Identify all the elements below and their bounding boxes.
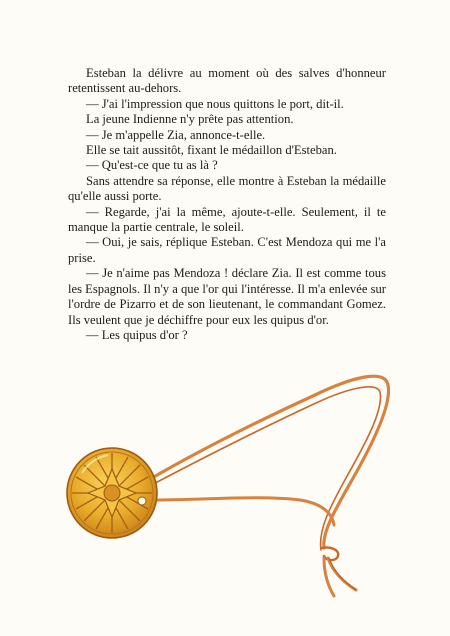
story-text [68,66,386,343]
paragraph-3: La jeune Indienne n'y prête pas attention. [86,112,294,127]
cord [142,376,389,596]
paragraph-11: — Les quipus d'or ? [86,327,188,342]
medallion [67,448,157,538]
paragraph-9: — Oui, je sais, réplique Esteban. C'est Mendoza qui me l'a prise. [68,235,386,265]
paragraph-6: — Qu'est-ce que tu as là ? [86,158,218,173]
paragraph-10: — Je n'aime pas Mendoza ! déclare Zia. Il est comme tous les Espagnols. Il n'y a que l'or qui l'intéresse. Il m'a enlevée sur l'ordre de Pizarro et de son lieutenant, le commandant Gomez. Ils veulent que je déchiffre pour eux les quipus d'or. [68,266,386,327]
paragraph-7: Sans attendre sa réponse, elle montre à Esteban la médaille qu'elle aussi porte. [68,173,386,204]
paragraph-4: — Je m'appelle Zia, annonce-t-elle. [86,127,266,142]
paragraph-1: Esteban la délivre au moment où des salves d'honneur retentissent au-dehors. [68,66,386,96]
paragraph-8: — Regarde, j'ai la même, ajoute-t-elle. Seulement, il te manque la partie centrale, le soleil. [68,204,386,235]
paragraph-5: Elle se tait aussitôt, fixant le médaillon d'Esteban. [86,143,337,158]
paragraph-2: — J'ai l'impression que nous quittons le port, dit-il. [86,96,344,111]
